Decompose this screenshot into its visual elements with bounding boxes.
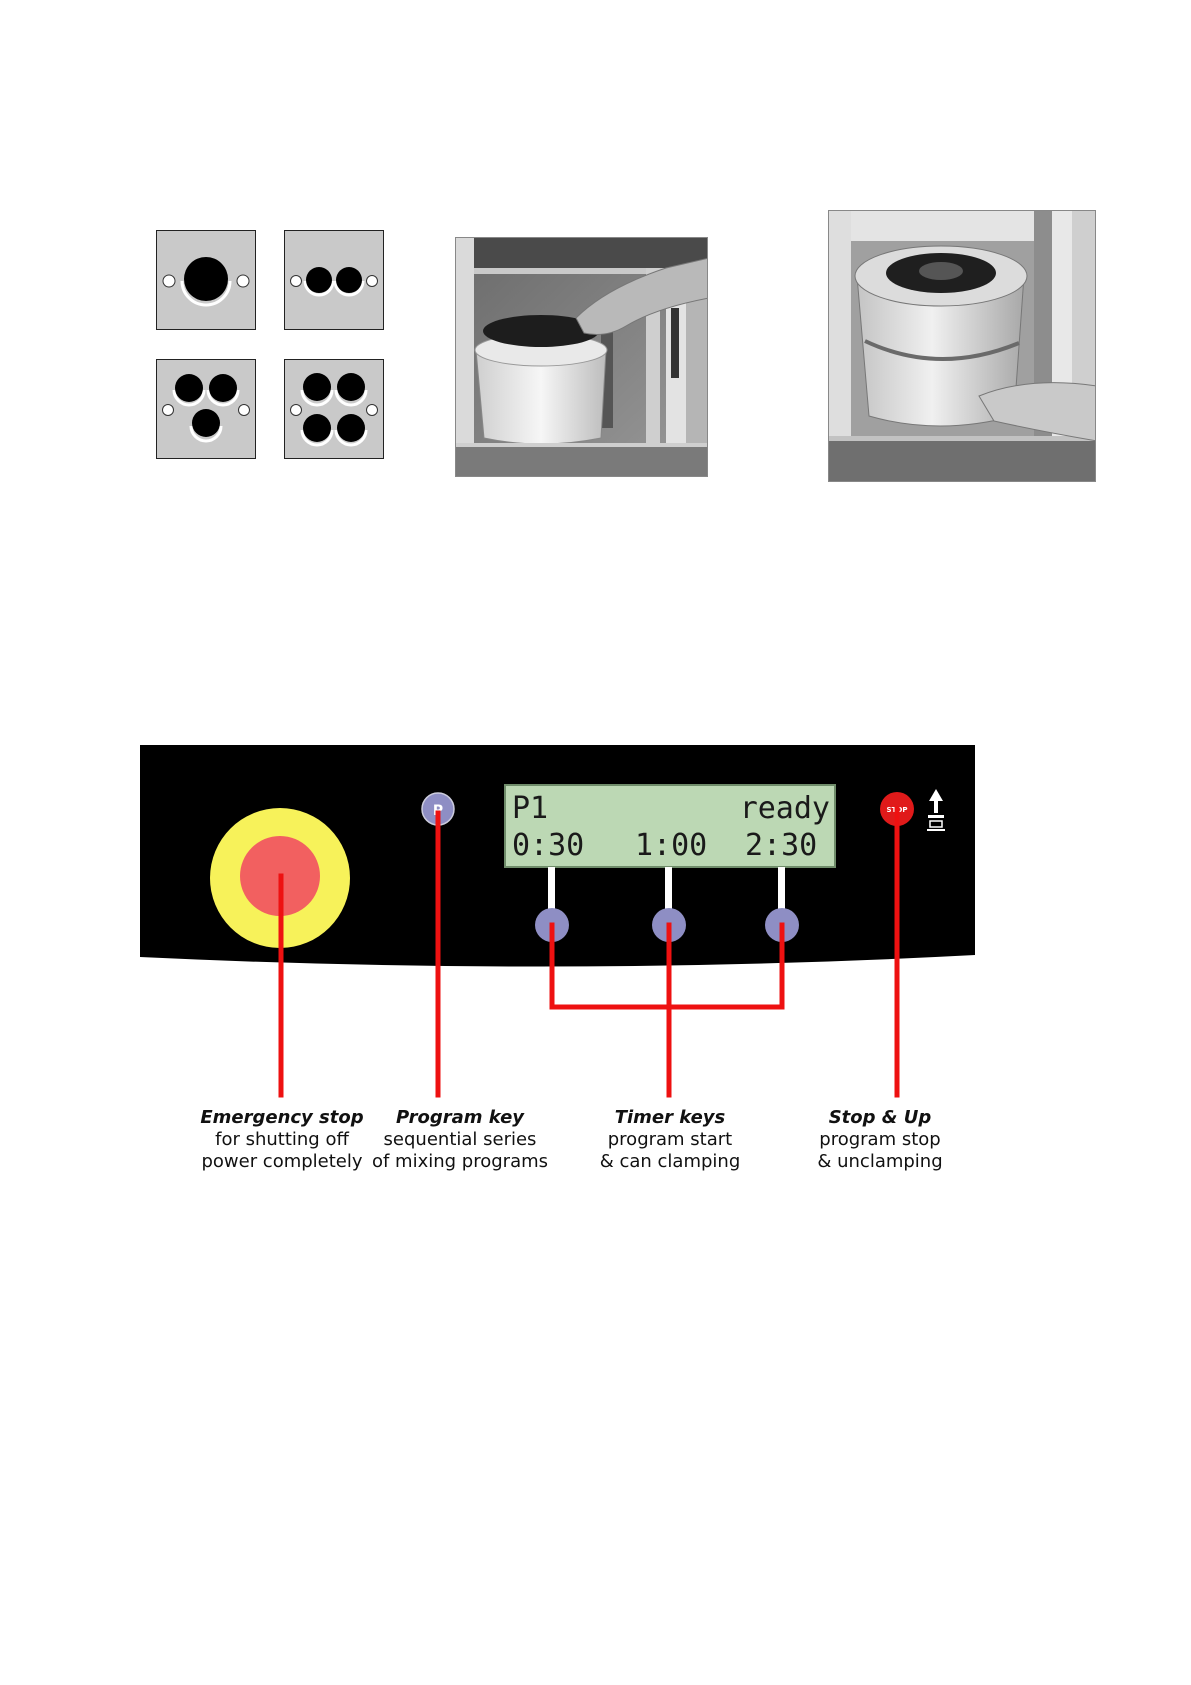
label-emergency-title: Emergency stop [200,1107,364,1128]
label-stop-title: Stop & Up [828,1107,932,1128]
label-program-line2: of mixing programs [371,1151,549,1172]
lcd-timer-2: 1:00 [635,828,708,863]
label-stop-line1: program stop [819,1129,941,1150]
label-program-title: Program key [395,1107,525,1128]
label-stop-up [775,1107,985,1173]
label-stop-line2: & unclamping [817,1151,943,1172]
label-program-key [335,1107,585,1173]
label-timer-line2: & can clamping [599,1151,741,1172]
stop-key-glyph: STOP [886,806,908,814]
label-emergency-line1: for shutting off [215,1129,349,1150]
lcd-timer-3: 2:30 [745,828,818,863]
label-timer-keys [555,1107,785,1173]
label-timer-line1: program start [607,1129,733,1150]
lcd-program: P1 [512,791,549,826]
photo-placing-pad [455,237,708,477]
label-timer-title: Timer keys [614,1107,726,1128]
label-program-line1: sequential series [383,1129,537,1150]
layout-four-cans [284,359,384,459]
layout-two-cans [284,230,384,330]
photo-clamped-can [828,210,1096,482]
layout-three-cans [156,359,256,459]
lcd-status: ready [739,791,830,826]
lcd-timer-1: 0:30 [512,828,585,863]
layout-one-can [156,230,256,330]
control-panel-diagram [140,745,980,1165]
program-key-glyph: P [432,803,444,819]
label-emergency-line2: power completely [201,1151,363,1172]
